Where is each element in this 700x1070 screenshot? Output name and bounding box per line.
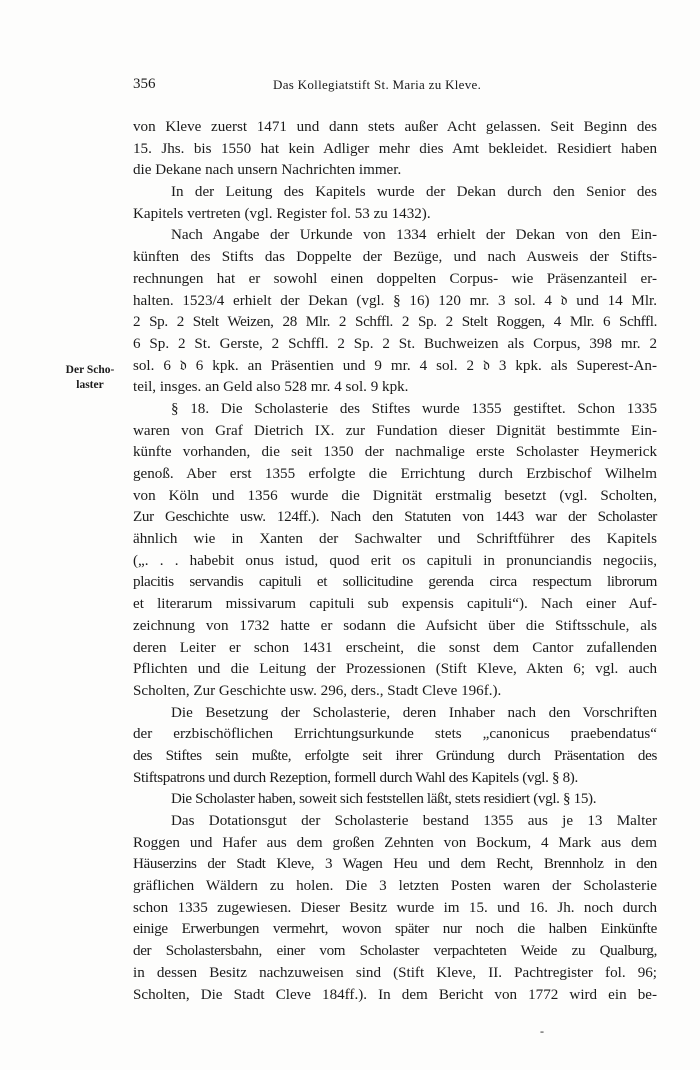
text-line: schon 1335 zugewiesen. Dieser Besitz wurde im 15. und 16. Jh. noch durch xyxy=(133,899,657,916)
text-line: von Kleve zuerst 1471 und dann stets außer Acht gelassen. Seit Beginn des xyxy=(133,119,657,135)
text-line: Nach Angabe der Urkunde von 1334 erhielt der Dekan von den Ein- xyxy=(171,227,657,244)
text-line: Roggen und Hafer aus dem großen Zehnten von Bockum, 4 Mark aus dem xyxy=(133,834,657,851)
text-line: einige Erwerbungen vermehrt, wovon später nur noch die halben Einkünfte xyxy=(133,921,657,938)
text-line: der erzbischöflichen Errichtungsurkunde stets „canonicus praebendatus“ xyxy=(133,726,657,743)
text-line: § 18. Die Scholasterie des Stiftes wurde 1355 gestiftet. Schon 1335 xyxy=(171,400,657,417)
text-line: sol. 6 𝔡 6 kpk. an Präsentien und 9 mr. 4 sol. 2 𝔡 3 kpk. als Superest-An- xyxy=(133,357,657,374)
text-line: der Scholastersbahn, einer vom Scholaster verpachteten Weide zu Qualburg, xyxy=(133,943,657,960)
text-line: waren von Graf Dietrich IX. zur Fundation dieser Dignität bestimmte Ein- xyxy=(133,422,657,439)
body-text xyxy=(133,117,657,1006)
paragraph xyxy=(133,182,657,225)
text-line: Häuserzins der Stadt Kleve, 3 Wagen Heu und dem Recht, Brennholz in den xyxy=(133,856,657,873)
text-line: halten. 1523/4 erhielt der Dekan (vgl. § 16) 120 mr. 3 sol. 4 𝔡 und 14 Mlr. xyxy=(133,292,657,309)
text-line: Scholten, Zur Geschichte usw. 296, ders., Stadt Cleve 196f.). xyxy=(133,682,502,699)
text-line: gräflichen Wäldern zu holen. Die 3 letzten Posten waren der Scholasterie xyxy=(133,878,657,895)
text-line: Zur Geschichte usw. 124ff.). Nach den Statuten von 1443 war der Scholaster xyxy=(133,509,657,526)
text-line: ähnlich wie in Xanten der Sachwalter und Schriftführer des Kapitels xyxy=(133,531,657,548)
text-line: des Stiftes sein mußte, erfolgte seit ihrer Gründung durch Präsentation des xyxy=(133,747,657,764)
text-line: in dessen Besitz nachzuweisen sind (Stift Kleve, II. Pachtregister fol. 96; xyxy=(133,964,657,981)
text-line: genoß. Aber erst 1355 erfolgte die Errichtung durch Erzbischof Wilhelm xyxy=(133,466,657,482)
footer-mark: - xyxy=(540,1024,544,1038)
text-line: In der Leitung des Kapitels wurde der Dekan durch den Senior des xyxy=(171,184,657,201)
text-line: Die Besetzung der Scholasterie, deren Inhaber nach den Vorschriften xyxy=(171,704,657,721)
paragraph xyxy=(133,225,657,399)
text-line: placitis servandis capituli et sollicitudine gerenda circa respectum librorum xyxy=(133,574,657,591)
page-number: 356 xyxy=(133,76,156,92)
page-header xyxy=(133,76,657,98)
text-line: künften des Stifts das Doppelte der Bezüge, und nach Ausweis der Stifts- xyxy=(133,249,657,266)
margin-note-line: Der Scho- xyxy=(65,364,115,376)
margin-note-line: laster xyxy=(76,379,104,391)
text-line: Pflichten und die Leitung der Prozessionen (Stift Kleve, Akten 6; vgl. auch xyxy=(133,661,657,678)
text-line: teil, insges. an Geld also 528 mr. 4 sol. 9 kpk. xyxy=(133,379,409,396)
text-line: von Köln und 1356 wurde die Dignität erstmalig besetzt (vgl. Scholten, xyxy=(133,487,657,504)
text-line: deren Leiter er schon 1431 erscheint, die sonst dem Cantor zufallenden xyxy=(133,639,657,656)
running-title: Das Kollegiatstift St. Maria zu Kleve. xyxy=(273,77,482,92)
paragraph xyxy=(133,789,657,811)
text-line: 2 Sp. 2 Stelt Weizen, 28 Mlr. 2 Schffl. 2 Sp. 2 Stelt Roggen, 4 Mlr. 6 Schffl. xyxy=(133,314,657,331)
text-line: Scholten, Die Stadt Cleve 184ff.). In dem Bericht von 1772 wird ein be- xyxy=(133,986,657,1003)
text-line: 15. Jhs. bis 1550 hat kein Adliger mehr dies Amt bekleidet. Residiert haben xyxy=(133,140,657,157)
paragraph xyxy=(133,117,657,182)
text-line: die Dekane nach unsern Nachrichten immer. xyxy=(133,162,402,179)
paragraph xyxy=(133,811,657,1006)
text-line: Die Scholaster haben, soweit sich feststellen läßt, stets residiert (vgl. § 15). xyxy=(171,791,597,808)
text-line: zeichnung von 1732 hatte er sodann die Aufsicht über die Stiftsschule, als xyxy=(133,617,657,634)
text-line: Kapitels vertreten (vgl. Register fol. 53 zu 1432). xyxy=(133,205,431,222)
text-line: 6 Sp. 2 St. Gerste, 2 Schffl. 2 Sp. 2 St. Buchweizen als Corpus, 398 mr. 2 xyxy=(133,335,657,352)
paragraph xyxy=(133,399,657,703)
paragraph xyxy=(133,703,657,790)
margin-note xyxy=(60,363,120,393)
text-line: Stiftspatrons und durch Rezeption, formell durch Wahl des Kapitels (vgl. § 8). xyxy=(133,769,578,786)
text-line: Das Dotationsgut der Scholasterie bestand 1355 aus je 13 Malter xyxy=(171,813,657,829)
text-line: künfte vorhanden, die seit 1350 der nachmalige erste Scholaster Heymerick xyxy=(133,444,657,461)
text-line: rechnungen hat er sowohl einen doppelten Corpus- wie Präsenzanteil er- xyxy=(133,270,657,287)
text-line: et literarum missivarum capituli sub expensis capituli“). Nach einer Auf- xyxy=(133,596,657,613)
text-line: („. . . habebit onus istud, quod erit os capituli in pronunciandis negociis, xyxy=(133,552,657,569)
